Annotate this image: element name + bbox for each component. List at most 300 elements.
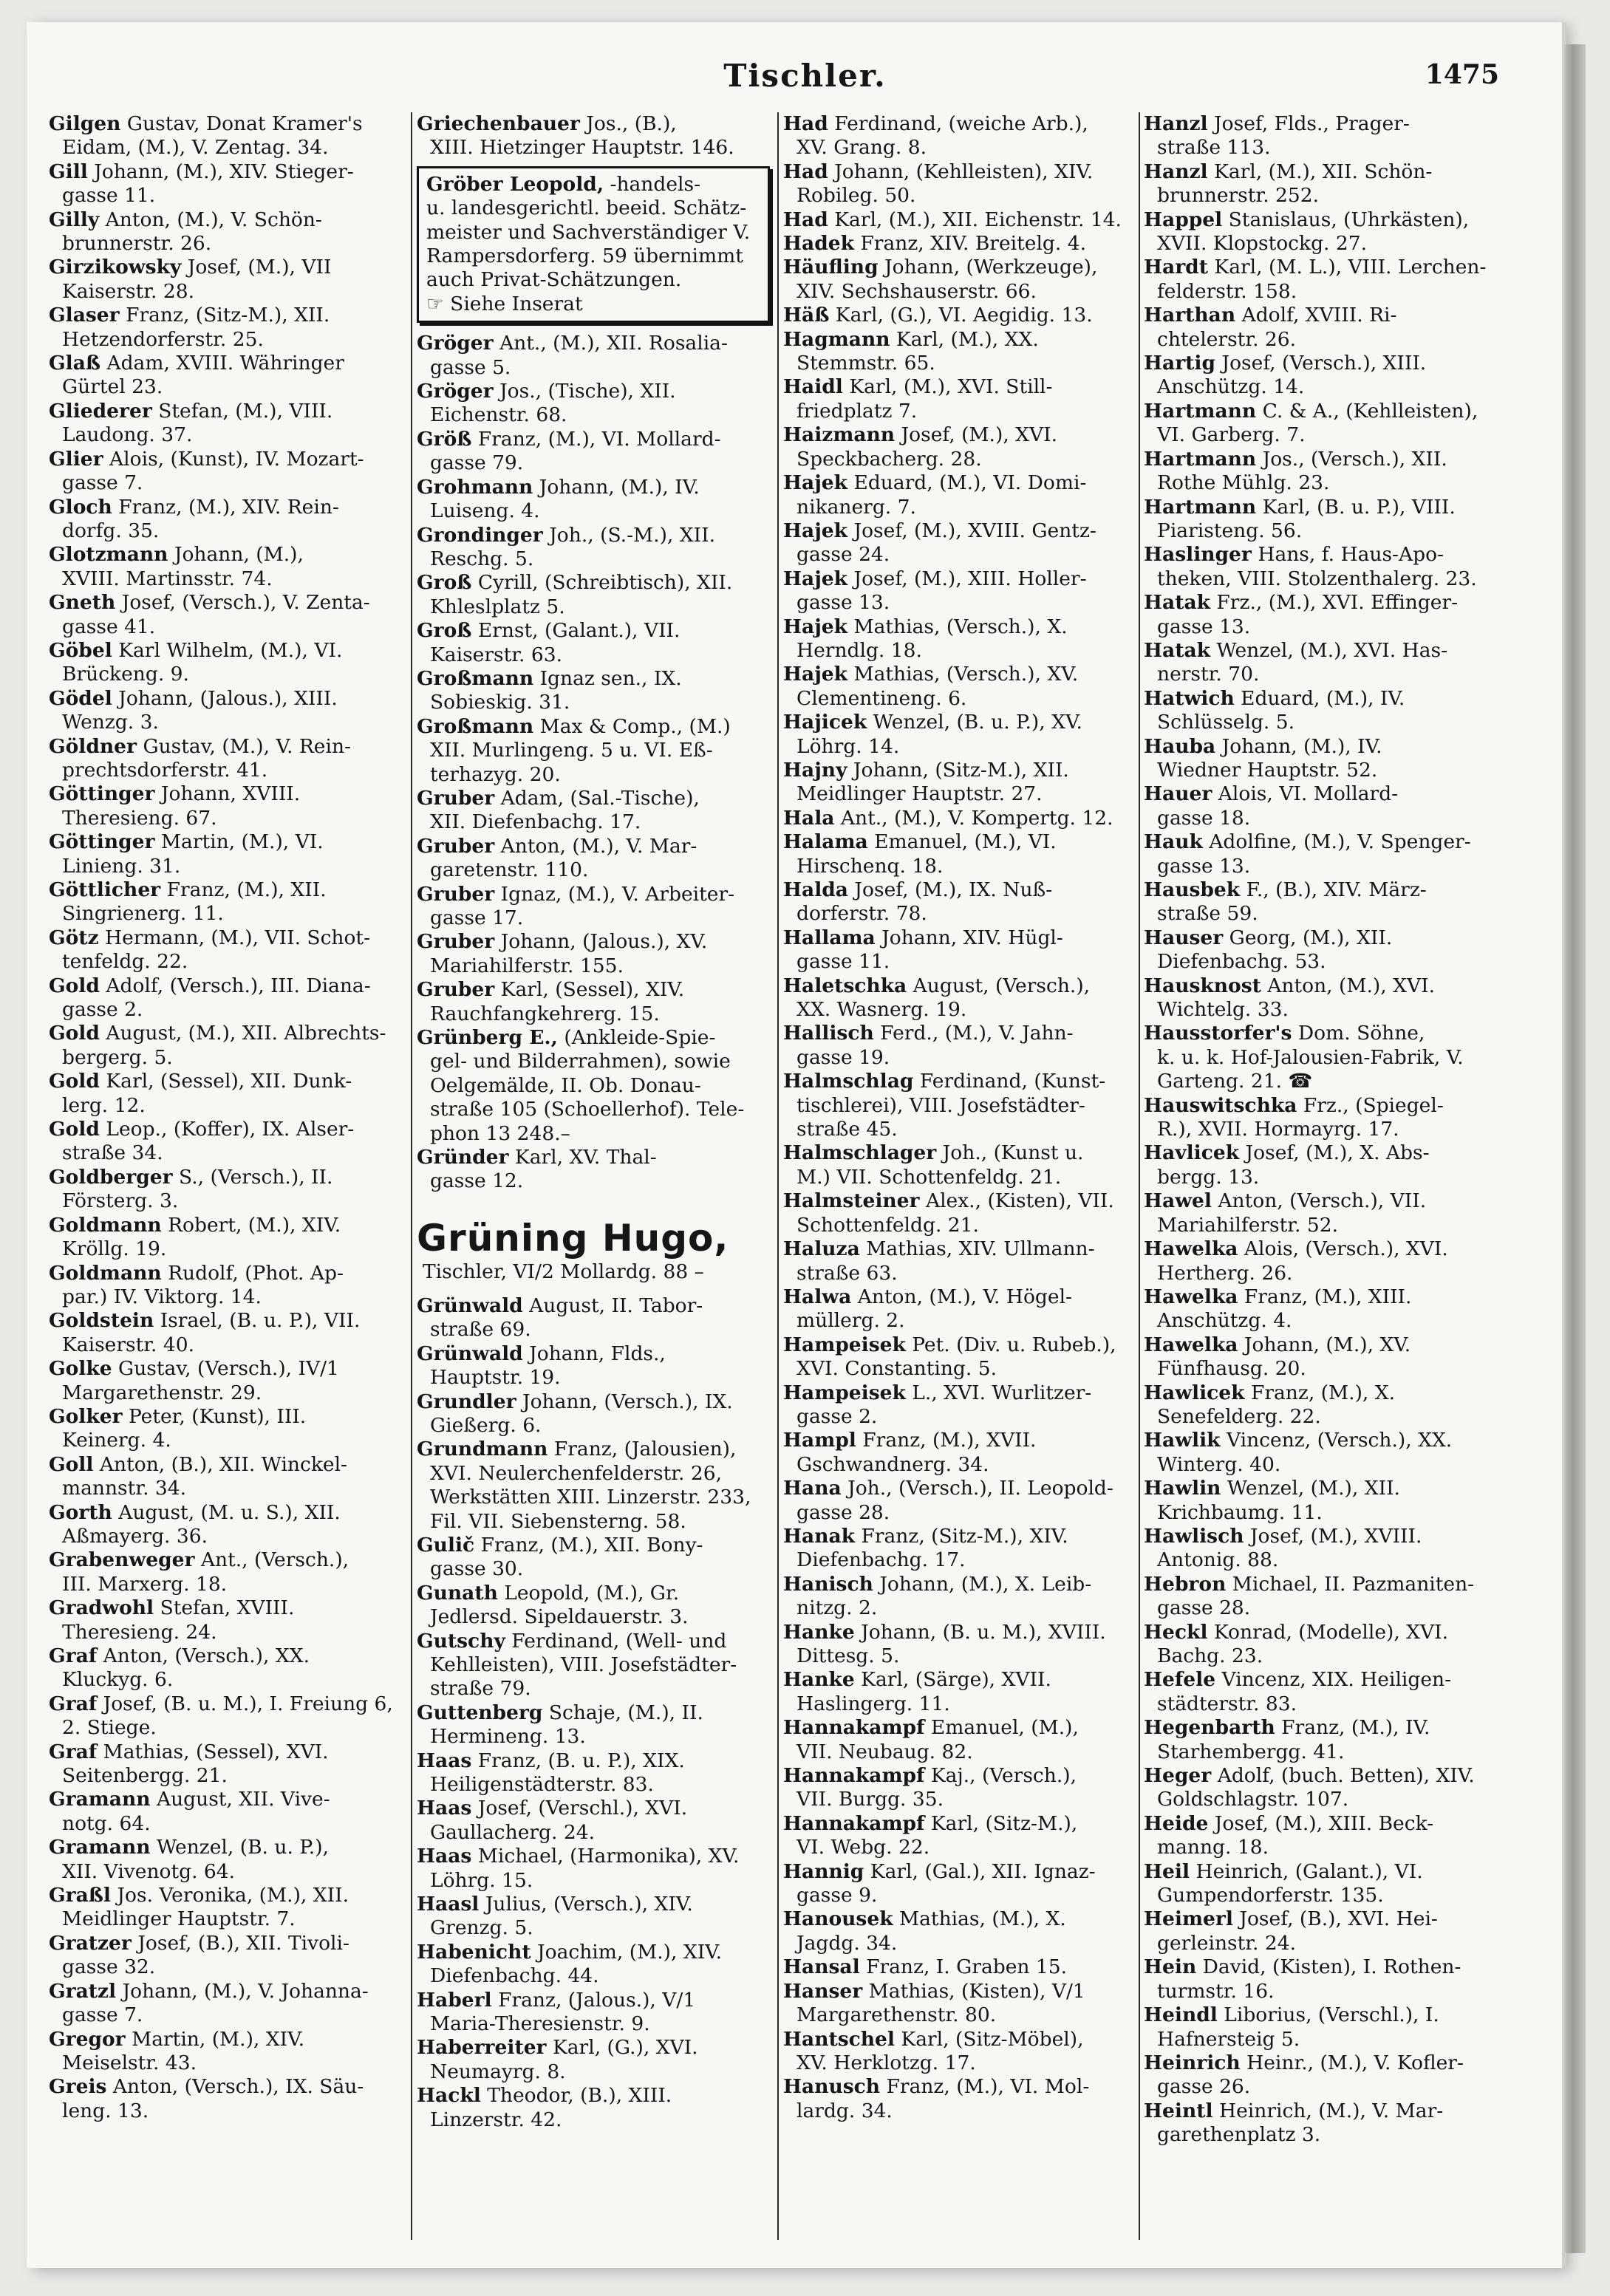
- entry-text: straße 63.: [797, 1261, 898, 1285]
- directory-entry: [49, 1070, 405, 1118]
- entry-line: [417, 1342, 773, 1366]
- entry-line: [1144, 1118, 1500, 1141]
- entry-line: [1144, 591, 1500, 615]
- entry-text: Eduard, (M.), IV.: [1241, 686, 1405, 710]
- entry-line: [1144, 1812, 1500, 1836]
- directory-entry: [49, 352, 405, 400]
- directory-entry: [417, 667, 773, 715]
- entry-name: Groß: [417, 571, 472, 595]
- entry-name: Graf: [49, 1692, 98, 1715]
- entry-line: [783, 1022, 1139, 1045]
- directory-entry: [783, 423, 1139, 471]
- entry-text: Johann, (M.), V. Johanna-: [122, 1979, 369, 2003]
- entry-name: Häufling: [783, 256, 879, 279]
- directory-entry: [1144, 256, 1500, 304]
- entry-text: Dittesg. 5.: [797, 1644, 900, 1667]
- entry-text: terhazyg. 20.: [430, 762, 561, 786]
- entry-line: [783, 711, 1139, 734]
- entry-line: [417, 835, 773, 858]
- entry-text: gasse 2.: [62, 998, 143, 1022]
- entry-name: Hein: [1144, 1955, 1197, 1979]
- entry-text: Hertherg. 26.: [1157, 1261, 1293, 1285]
- entry-line: [49, 1692, 405, 1716]
- entry-text: gasse 7.: [62, 2003, 143, 2027]
- entry-line: [49, 160, 405, 184]
- entry-text: städterstr. 83.: [1157, 1692, 1297, 1715]
- entry-text: Antonig. 88.: [1157, 1548, 1279, 1572]
- entry-line: [426, 173, 760, 197]
- entry-name: Hansal: [783, 1955, 860, 1979]
- entry-line: [417, 619, 773, 643]
- entry-name: Haizmann: [783, 423, 896, 447]
- entry-name: Hauba: [1144, 734, 1216, 758]
- entry-line: [1144, 2003, 1500, 2027]
- entry-text: VII. Neubaug. 82.: [797, 1740, 973, 1763]
- entry-name: Gradwohl: [49, 1596, 154, 1620]
- entry-line: [783, 735, 1139, 759]
- entry-text: Reschg. 5.: [430, 547, 534, 570]
- directory-entry: [49, 208, 405, 256]
- entry-text: Wichtelg. 33.: [1157, 998, 1289, 1022]
- entry-line: [417, 1169, 773, 1193]
- entry-line: [49, 1429, 405, 1452]
- entry-name: Gratzer: [49, 1931, 132, 1955]
- entry-line: [417, 667, 773, 691]
- entry-line: [417, 1653, 773, 1677]
- entry-text: August, (M. u. S.), XII.: [118, 1500, 341, 1524]
- entry-name: Grundmann: [417, 1438, 548, 1461]
- entry-line: [1144, 423, 1500, 447]
- entry-text: XV. Herklotzg. 17.: [797, 2051, 976, 2074]
- entry-line: [49, 1141, 405, 1165]
- entry-name: Hartmann: [1144, 495, 1257, 519]
- entry-name: Haberl: [417, 1988, 492, 2012]
- directory-entry: [1144, 1381, 1500, 1429]
- entry-text: Joh., (S.-M.), XII.: [549, 523, 715, 547]
- directory-entry: [417, 1797, 773, 1845]
- entry-text: Michael, II. Pazmaniten-: [1232, 1572, 1475, 1596]
- entry-line: [417, 1414, 773, 1438]
- entry-text: Johann, (Jalous.), XIII.: [118, 686, 338, 710]
- entry-text: Josef, (Verschl.), XVI.: [477, 1797, 688, 1820]
- directory-entry: [783, 1333, 1139, 1381]
- entry-text: Franz, (Jalousien),: [553, 1438, 737, 1461]
- entry-text: Johann, Flds.,: [529, 1342, 666, 1365]
- entry-text: Khleslplatz 5.: [430, 595, 565, 618]
- entry-line: [49, 950, 405, 974]
- directory-entry: [783, 112, 1139, 160]
- entry-text: Mariahilferstr. 155.: [430, 954, 624, 977]
- entry-line: [49, 471, 405, 495]
- entry-line: [1144, 711, 1500, 734]
- entry-text: Frz., (M.), XVI. Effinger-: [1216, 591, 1459, 615]
- entry-line: [49, 1070, 405, 1093]
- entry-line: [49, 1309, 405, 1333]
- entry-line: [783, 352, 1139, 375]
- entry-line: [49, 615, 405, 639]
- entry-text: Wenzel, (M.), XVI. Has-: [1216, 638, 1448, 662]
- directory-entry: [783, 615, 1139, 663]
- entry-line: [1144, 2051, 1500, 2075]
- directory-entry: [1144, 687, 1500, 735]
- entry-text: Neumayrg. 8.: [430, 2060, 566, 2083]
- entry-text: David, (Kisten), I. Rothen-: [1202, 1955, 1461, 1979]
- entry-name: Grondinger: [417, 523, 543, 547]
- entry-text: Krichbaumg. 11.: [1157, 1500, 1323, 1524]
- entry-text: Franz, (Sitz-M.), XIV.: [861, 1524, 1068, 1548]
- entry-line: [417, 1582, 773, 1605]
- entry-text: straße 34.: [62, 1141, 163, 1165]
- entry-line: [49, 448, 405, 471]
- entry-line: [49, 711, 405, 734]
- entry-text: Herndlg. 18.: [797, 638, 922, 662]
- entry-text: Piaristeng. 56.: [1157, 519, 1303, 542]
- directory-entry: [49, 256, 405, 304]
- entry-line: [783, 1788, 1139, 1811]
- entry-line: [1144, 184, 1500, 208]
- entry-line: [417, 1845, 773, 1868]
- directory-entry: [1144, 591, 1500, 639]
- entry-line: [783, 448, 1139, 471]
- directory-entry: [783, 2028, 1139, 2076]
- entry-line: [783, 878, 1139, 902]
- entry-line: [1144, 759, 1500, 782]
- entry-text: Singrienerg. 11.: [62, 902, 224, 926]
- entry-text: Kehlleisten), VIII. Josefstädter-: [430, 1653, 737, 1676]
- entry-name: Hatak: [1144, 638, 1210, 662]
- entry-line: [417, 715, 773, 739]
- directory-entry: [783, 1716, 1139, 1764]
- entry-text: Brückeng. 9.: [62, 663, 189, 686]
- entry-line: [1144, 1764, 1500, 1788]
- directory-entry: [49, 304, 405, 352]
- entry-text: Hirschenq. 18.: [797, 854, 944, 878]
- entry-line: [49, 1644, 405, 1668]
- entry-text: XVI. Constanting. 5.: [797, 1357, 997, 1381]
- entry-text: gasse 28.: [797, 1500, 890, 1524]
- directory-entry: [49, 1357, 405, 1405]
- entry-line: [783, 1573, 1139, 1596]
- entry-name: Girzikowsky: [49, 256, 182, 279]
- entry-text: Kluckyg. 6.: [62, 1668, 174, 1692]
- entry-line: [783, 1477, 1139, 1500]
- entry-text: Pet. (Div. u. Rubeb.),: [912, 1333, 1116, 1356]
- entry-line: [783, 1357, 1139, 1381]
- entry-line: [1144, 136, 1500, 160]
- entry-line: [783, 591, 1139, 615]
- entry-text: Anton, (Versch.), XX.: [103, 1644, 310, 1667]
- entry-text: Wenzg. 3.: [62, 711, 159, 734]
- directory-entry: [1144, 2099, 1500, 2148]
- directory-entry: [417, 1941, 773, 1989]
- entry-line: [417, 595, 773, 619]
- entry-line: [1144, 974, 1500, 998]
- entry-line: [49, 1907, 405, 1931]
- entry-line: [783, 2051, 1139, 2075]
- entry-line: [417, 691, 773, 714]
- entry-line: [417, 1534, 773, 1557]
- entry-name: Hanke: [783, 1620, 855, 1644]
- entry-line: [1144, 615, 1500, 639]
- entry-name: Haas: [417, 1845, 472, 1868]
- directory-entry: [1144, 974, 1500, 1022]
- entry-line: [49, 759, 405, 782]
- entry-name: Hannakampf: [783, 1764, 925, 1788]
- entry-text: Linieng. 31.: [62, 854, 181, 878]
- directory-entry: [417, 1582, 773, 1630]
- entry-text: Speckbacherg. 28.: [797, 447, 982, 471]
- entry-line: [49, 1596, 405, 1620]
- entry-text: Aßmayerg. 36.: [62, 1524, 208, 1548]
- entry-line: [783, 615, 1139, 639]
- directory-entry: [1144, 1716, 1500, 1764]
- directory-entry: [49, 1214, 405, 1262]
- entry-text: Karl, XV. Thal-: [514, 1146, 657, 1169]
- entry-text: Johann, (M.), XIV. Stieger-: [94, 160, 354, 183]
- entry-line: [783, 184, 1139, 208]
- entry-line: [49, 639, 405, 663]
- entry-line: [49, 184, 405, 208]
- entry-text: Anschützg. 14.: [1157, 375, 1305, 399]
- entry-line: [783, 2075, 1139, 2099]
- entry-line: [783, 1309, 1139, 1333]
- entry-line: [783, 1812, 1139, 1836]
- entry-name: Hawelka: [1144, 1333, 1238, 1356]
- directory-entry: [1144, 1764, 1500, 1812]
- entry-text: dorferstr. 78.: [797, 902, 927, 926]
- directory-entry: [1144, 1285, 1500, 1333]
- entry-text: Max & Comp., (M.): [539, 714, 731, 738]
- entry-name: Glaß: [49, 352, 101, 375]
- entry-line: [1144, 950, 1500, 974]
- directory-entry: [1144, 1621, 1500, 1669]
- entry-line: [49, 112, 405, 136]
- directory-entry: [49, 112, 405, 160]
- entry-name: Gröger: [417, 380, 494, 403]
- entry-name: Hauser: [1144, 926, 1224, 949]
- directory-entry: [783, 663, 1139, 711]
- entry-text: Keinerg. 4.: [62, 1429, 171, 1452]
- entry-line: [783, 1333, 1139, 1357]
- entry-text: Kaiserstr. 63.: [430, 643, 563, 666]
- directory-entry: [783, 328, 1139, 376]
- entry-text: XII. Murlingeng. 5 u. VI. Eß-: [430, 739, 713, 762]
- entry-name: Halwa: [783, 1285, 852, 1308]
- entry-text: Rudolf, (Phot. Ap-: [168, 1261, 344, 1285]
- entry-name: Gunath: [417, 1581, 498, 1605]
- entry-name: Griechenbauer: [417, 112, 580, 135]
- entry-text: Alois, (Kunst), IV. Mozart-: [109, 447, 364, 471]
- entry-line: [1144, 256, 1500, 279]
- entry-line: [1144, 112, 1500, 136]
- entry-text: Michael, (Harmonika), XV.: [477, 1845, 740, 1868]
- entry-name: Hajicek: [783, 711, 867, 734]
- directory-entry: [1144, 1429, 1500, 1477]
- entry-text: Martin, (M.), XIV.: [132, 2027, 305, 2051]
- entry-name: Hajek: [783, 663, 848, 686]
- entry-text: Anton, (M.), V. Schön-: [105, 208, 322, 231]
- entry-text: straße 59.: [1157, 902, 1258, 926]
- entry-line: [783, 782, 1139, 806]
- entry-name: Haas: [417, 1749, 472, 1772]
- entry-name: Heinrich: [1144, 2051, 1241, 2074]
- directory-entry: [49, 926, 405, 974]
- entry-name: Halmschlag: [783, 1070, 914, 1093]
- directory-entry: [49, 1309, 405, 1357]
- entry-text: garetenstr. 110.: [430, 858, 589, 882]
- entry-name: Hardt: [1144, 256, 1208, 279]
- entry-name: Gliederer: [49, 399, 152, 423]
- entry-name: Hawlik: [1144, 1429, 1221, 1452]
- directory-entry: [783, 807, 1139, 830]
- entry-text: Heinr., (M.), V. Kofler-: [1246, 2051, 1464, 2074]
- entry-text: Cyrill, (Schreibtisch), XII.: [477, 571, 733, 595]
- entry-text: Theodor, (B.), XIII.: [487, 2084, 672, 2108]
- entry-line: [49, 1764, 405, 1788]
- entry-line: [417, 883, 773, 906]
- entry-name: Glotzmann: [49, 543, 168, 567]
- entry-line: [783, 1189, 1139, 1213]
- entry-text: XVI. Neulerchenfelderstr. 26,: [430, 1461, 723, 1485]
- entry-name: Goldmann: [49, 1261, 162, 1285]
- entry-name: Golke: [49, 1357, 112, 1381]
- directory-entry: [783, 759, 1139, 807]
- entry-line: [417, 571, 773, 595]
- directory-entry: [783, 711, 1139, 759]
- entry-line: [417, 1026, 773, 1050]
- entry-line: [783, 1716, 1139, 1740]
- entry-line: [783, 1237, 1139, 1261]
- entry-text: Franz, (M.), XII. Bony-: [480, 1533, 703, 1557]
- entry-text: Adolf, XVIII. Ri-: [1241, 304, 1397, 327]
- entry-text: Hauptstr. 19.: [430, 1366, 561, 1390]
- directory-entry: [49, 1548, 405, 1596]
- entry-name: Gramann: [49, 1788, 151, 1811]
- directory-entry: [49, 1453, 405, 1501]
- entry-line: [49, 902, 405, 926]
- entry-line: [417, 332, 773, 355]
- entry-text: Josef, (M.), XIII. Beck-: [1214, 1811, 1434, 1835]
- entry-line: [417, 1098, 773, 1121]
- entry-text: Karl, (M.), XII. Schön-: [1214, 160, 1433, 183]
- entry-text: Mathias, (M.), X.: [899, 1907, 1066, 1931]
- entry-line: [1144, 471, 1500, 495]
- entry-text: Karl, (B. u. P.), VIII.: [1262, 495, 1456, 519]
- entry-line: [49, 782, 405, 806]
- entry-text: Mathias, (Versch.), X.: [853, 615, 1068, 638]
- entry-line: [1144, 1262, 1500, 1285]
- directory-entry: [1144, 2003, 1500, 2051]
- entry-name: Göttinger: [49, 782, 155, 806]
- entry-name: Habenicht: [417, 1940, 531, 1964]
- entry-text: Emanuel, (M.), VI.: [874, 830, 1057, 854]
- entry-name: Hartmann: [1144, 447, 1257, 471]
- directory-entry: [783, 567, 1139, 615]
- directory-entry: [417, 835, 773, 883]
- entry-text: gasse 18.: [1157, 806, 1251, 830]
- entry-name: Goldmann: [49, 1213, 162, 1237]
- entry-text: gasse 19.: [797, 1045, 890, 1069]
- entry-line: [783, 1453, 1139, 1477]
- entry-name: Haluza: [783, 1237, 860, 1261]
- entry-name: Hajek: [783, 519, 848, 542]
- entry-name: Gilly: [49, 208, 100, 231]
- entry-name: Hegenbarth: [1144, 1716, 1275, 1740]
- entry-line: [1144, 1573, 1500, 1596]
- entry-text: Försterg. 3.: [62, 1189, 179, 1213]
- directory-entry: [783, 1381, 1139, 1429]
- entry-line: [426, 268, 760, 292]
- entry-line: [49, 1716, 405, 1740]
- entry-name: Gruber: [417, 882, 495, 906]
- entry-name: Hanusch: [783, 2075, 881, 2099]
- entry-text: August, II. Tabor-: [529, 1294, 703, 1317]
- entry-text: Winterg. 40.: [1157, 1452, 1281, 1476]
- entry-line: [49, 855, 405, 878]
- entry-name: Halama: [783, 830, 868, 854]
- entry-name: Gruber: [417, 786, 495, 810]
- entry-line: [783, 1907, 1139, 1931]
- entry-name: Göbel: [49, 638, 112, 662]
- entry-text: gasse 5.: [430, 355, 511, 379]
- directory-entry: [417, 1989, 773, 2037]
- entry-text: par.) IV. Viktorg. 14.: [62, 1285, 262, 1308]
- entry-line: [1144, 232, 1500, 256]
- directory-entry: [49, 543, 405, 591]
- entry-line: [49, 400, 405, 423]
- entry-text: August, (Versch.),: [913, 974, 1091, 997]
- entry-line: [417, 1893, 773, 1916]
- entry-name: Groß: [417, 619, 472, 643]
- entry-text: Franz, (M.), VI. Mol-: [886, 2075, 1090, 2099]
- entry-line: [417, 1050, 773, 1073]
- entry-name: Hadek: [783, 232, 854, 256]
- directory-entry: [1144, 1477, 1500, 1525]
- entry-text: Margarethenstr. 29.: [62, 1381, 262, 1404]
- entry-line: [49, 926, 405, 950]
- entry-text: Fil. VII. Siebensterng. 58.: [430, 1509, 686, 1533]
- directory-entry: [49, 1884, 405, 1932]
- entry-line: [1144, 1309, 1500, 1333]
- entry-text: Heinrich, (M.), V. Mar-: [1218, 2099, 1444, 2122]
- entry-text: felderstr. 158.: [1157, 279, 1297, 303]
- directory-entry: [417, 2036, 773, 2084]
- entry-name: Halmsteiner: [783, 1189, 920, 1213]
- entry-line: [417, 1390, 773, 1414]
- directory-entry: [49, 496, 405, 544]
- entry-text: gasse 13.: [1157, 615, 1251, 638]
- directory-entry: [1144, 208, 1500, 256]
- entry-name: Gröger: [417, 332, 494, 355]
- entry-text: Ferdinand, (Kunst-: [919, 1070, 1106, 1093]
- entry-text: Robert, (M.), XIV.: [168, 1213, 341, 1237]
- entry-text: brunnerstr. 26.: [62, 232, 212, 256]
- entry-text: Jagdg. 34.: [797, 1931, 898, 1955]
- entry-line: [1144, 1740, 1500, 1764]
- entry-line: [49, 232, 405, 256]
- entry-text: Georg, (M.), XII.: [1229, 926, 1393, 949]
- directory-entry: [417, 428, 773, 476]
- directory-entry: [49, 448, 405, 496]
- entry-line: [783, 1405, 1139, 1429]
- entry-text: gasse 24.: [797, 543, 890, 567]
- entry-name: Gilgen: [49, 112, 121, 135]
- entry-text: C. & A., (Kehlleisten),: [1262, 399, 1478, 423]
- entry-text: Maria-Theresienstr. 9.: [430, 2012, 650, 2036]
- entry-name: Golker: [49, 1404, 123, 1428]
- entry-text: u. landesgerichtl. beeid. Schätz-: [426, 197, 747, 220]
- entry-text: friedplatz 7.: [797, 399, 918, 423]
